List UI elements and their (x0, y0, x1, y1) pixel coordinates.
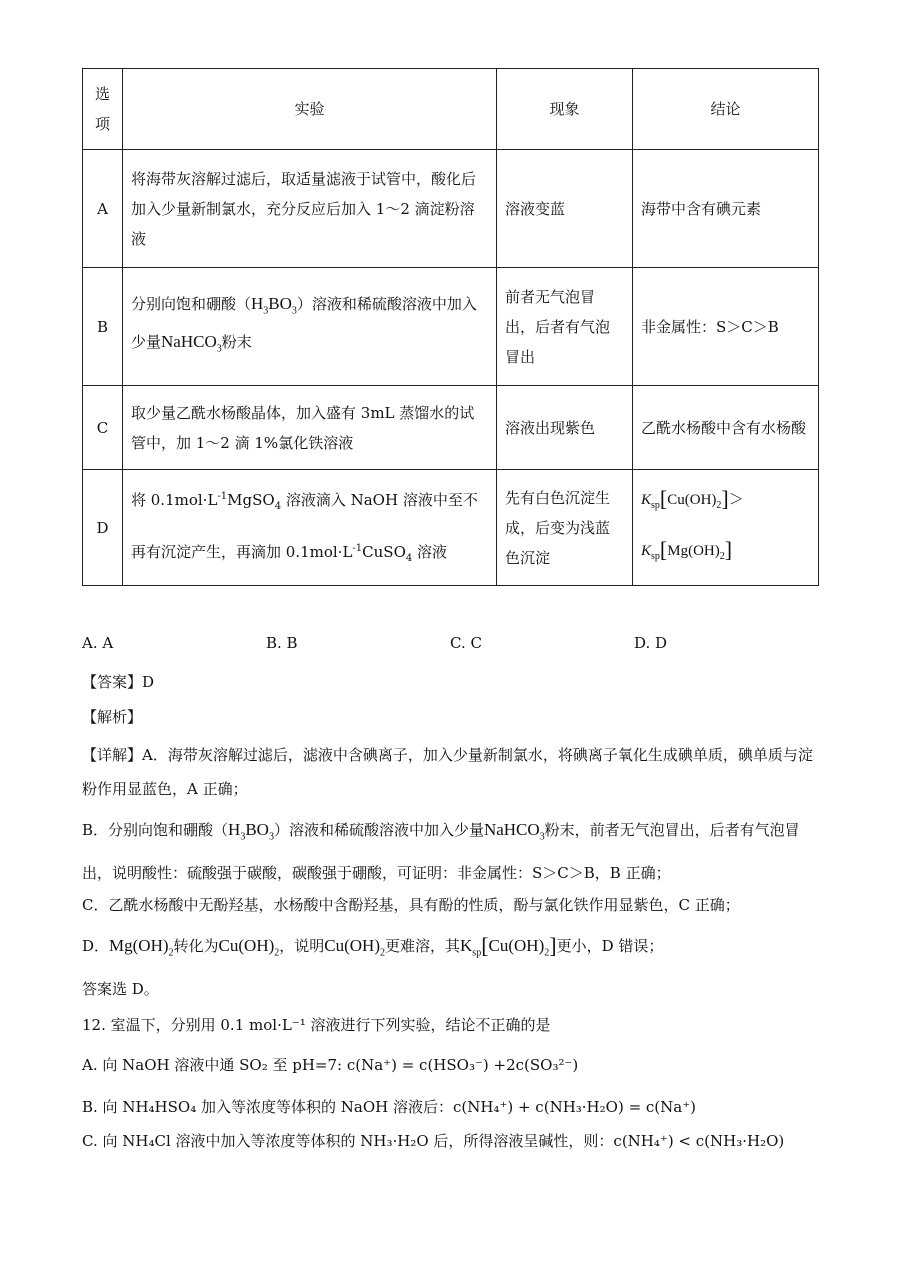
final-answer: 答案选 D。 (82, 980, 159, 998)
row-option: D (83, 470, 123, 586)
table-row (83, 150, 819, 268)
header-option: 选项 (83, 69, 123, 150)
header-experiment: 实验 (123, 69, 497, 150)
row-experiment: 取少量乙酰水杨酸晶体，加入盛有 3mL 蒸馏水的试管中，加 1～2 滴 1%氯化铁溶液 (123, 386, 497, 470)
table-header-row (83, 69, 819, 150)
row-option: A (83, 150, 123, 268)
header-conclusion: 结论 (633, 69, 819, 150)
ksp-mg-formula: $K_{sp}[Mg(OH)_2]$ (641, 536, 733, 562)
row-option: C (83, 386, 123, 470)
analysis-label: 【解析】 (82, 708, 143, 726)
row-experiment: 将海带灰溶解过滤后，取适量滤液于试管中，酸化后加入少量新制氯水，充分反应后加入 1～2 滴淀粉溶液 (123, 150, 497, 268)
detail-a: 【详解】A．海带灰溶解过滤后，滤液中含碘离子，加入少量新制氯水，将碘离子氧化生成碘单质，碘单质与淀粉作用显蓝色，A 正确； (82, 746, 813, 798)
choice-b: B. B (266, 634, 298, 652)
row-conclusion: 乙酰水杨酸中含有水杨酸 (633, 386, 819, 470)
choice-c: C. C (450, 634, 482, 652)
row-experiment: 分别向饱和硼酸$(H_3BO_3)$溶液和稀硫酸溶液中加入少量NaHCO$_3$粉末 (123, 268, 497, 386)
choice-a: A. A (82, 634, 114, 652)
table-row (83, 268, 819, 386)
row-phenomenon: 前者无气泡冒出，后者有气泡冒出 (497, 268, 633, 386)
row-conclusion (633, 470, 819, 586)
choice-d: D. D (634, 634, 668, 652)
detail-c: C．乙酰水杨酸中无酚羟基，水杨酸中含酚羟基，具有酚的性质，酚与氯化铁作用显紫色，C 正确； (82, 896, 740, 914)
table-row (83, 470, 819, 586)
row-option: B (83, 268, 123, 386)
row-phenomenon: 溶液出现紫色 (497, 386, 633, 470)
question-12-option-c: C. 向 NH₄Cl 溶液中加入等浓度等体积的 NH₃·H₂O 后，所得溶液呈碱性，则：c(NH₄⁺) < c(NH₃·H₂O) (82, 1132, 785, 1150)
row-experiment: 将 $0.1mol\cdot L^{-1}MgSO_4$ 溶液滴入 NaOH 溶液中至不再有沉淀产生，再滴加 $0.1mol\cdot L^{-1}CuSO_4$ 溶液 (123, 470, 497, 586)
detail-d: D．$Mg(OH)_2$转化为$Cu(OH)_2$，说明$Cu(OH)_2$更难溶，其$K_{sp}[Cu(OH)_2]$更小，D 错误； (82, 933, 664, 959)
answer-line: 【答案】D (82, 673, 155, 691)
row-conclusion: 海带中含有碘元素 (633, 150, 819, 268)
detail-b: B．分别向饱和硼酸$(H_3BO_3)$溶液和稀硫酸溶液中加入少量NaHCO$_3$粉末，前者无气泡冒出，后者有气泡冒出，说明酸性：硫酸强于碳酸，碳酸强于硼酸，可证明：非金属性：S＞C＞B，B 正确； (82, 820, 800, 883)
row-conclusion: 非金属性：S＞C＞B (633, 268, 819, 386)
row-phenomenon: 溶液变蓝 (497, 150, 633, 268)
table-row (83, 386, 819, 470)
question-12-option-a: A. 向 NaOH 溶液中通 SO₂ 至 pH=7: c(Na⁺) = c(HSO₃⁻) +2c(SO₃²⁻) (82, 1056, 579, 1074)
question-12-stem: 12. 室温下，分别用 0.1 mol·L⁻¹ 溶液进行下列实验，结论不正确的是 (82, 1016, 551, 1034)
experiment-table (82, 68, 819, 586)
ksp-cu-formula: $K_{sp}[Cu(OH)_2]>$ (641, 485, 744, 511)
header-phenomenon: 现象 (497, 69, 633, 150)
question-12-option-b: B. 向 NH₄HSO₄ 加入等浓度等体积的 NaOH 溶液后：c(NH₄⁺) + c(NH₃·H₂O) = c(Na⁺) (82, 1098, 696, 1116)
row-phenomenon: 先有白色沉淀生成，后变为浅蓝色沉淀 (497, 470, 633, 586)
